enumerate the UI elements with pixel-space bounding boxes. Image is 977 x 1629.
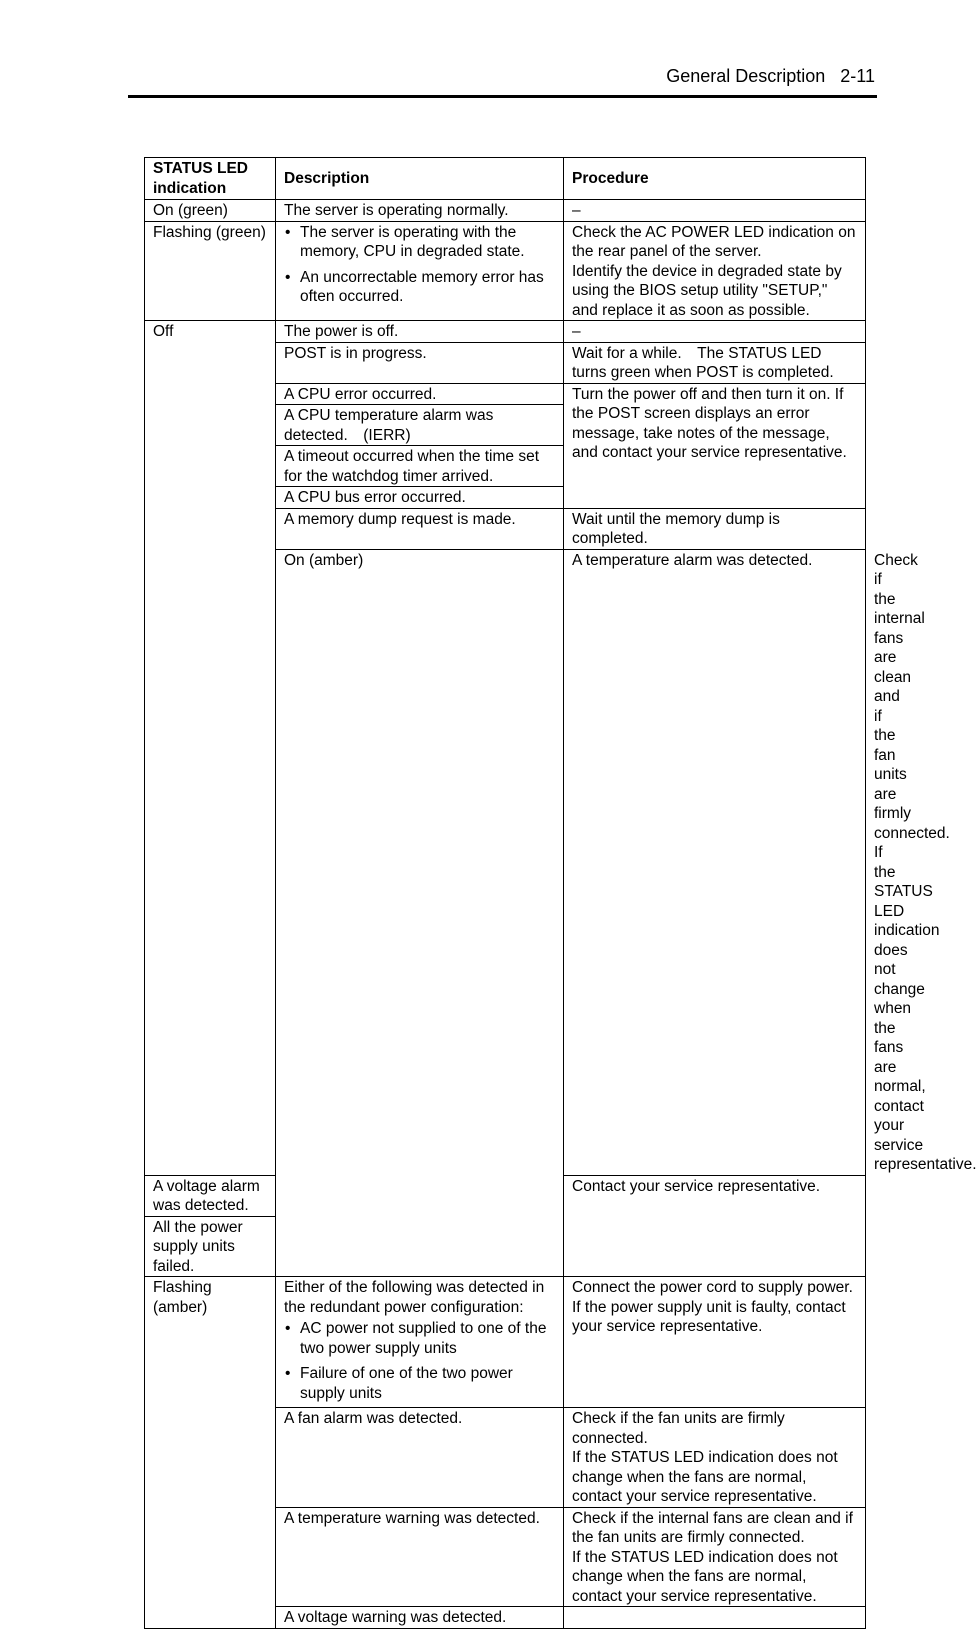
status-text: Flashing (amber) bbox=[153, 1279, 212, 1316]
description-cell bbox=[276, 1277, 564, 1408]
header-status: STATUS LED indication bbox=[145, 158, 276, 200]
header-text bbox=[666, 66, 875, 87]
procedure-text: Check if the fan units are firmly connected. bbox=[572, 1410, 785, 1447]
page-header bbox=[128, 64, 877, 98]
table-row bbox=[145, 1277, 866, 1408]
description-cell: All the power supply units failed. bbox=[145, 1216, 276, 1277]
table-row: On (amber) A temperature alarm was detected. Check if the internal fans are clean and if the fan units are firmly connected. If the STATUS LED indication does not change when the fans are normal, contact your service representative. bbox=[145, 549, 866, 1175]
procedure-cell: Turn the power off and then turn it on. If the POST screen displays an error message, take notes of the message, and contact your service representative. bbox=[564, 383, 866, 508]
procedure-text: If the STATUS LED indication does not change when the fans are normal, contact your service representative. bbox=[572, 1449, 838, 1505]
status-cell: Off bbox=[145, 321, 276, 1176]
procedure-cell: – bbox=[564, 200, 866, 222]
description-cell: The server is operating normally. bbox=[276, 200, 564, 222]
section-title: General Description bbox=[666, 66, 826, 86]
description-cell: A memory dump request is made. bbox=[276, 508, 564, 549]
status-text: Flashing (green) bbox=[153, 223, 266, 241]
description-text: Either of the following was detected in the redundant power configuration: bbox=[284, 1279, 545, 1316]
procedure-cell: Wait until the memory dump is completed. bbox=[564, 508, 866, 549]
table-row bbox=[145, 200, 866, 222]
bullet-item: • An uncorrectable memory error has often occurred. bbox=[284, 268, 555, 307]
status-cell bbox=[145, 1277, 276, 1629]
page-number: 2-11 bbox=[840, 66, 875, 86]
description-cell: The power is off. bbox=[276, 321, 564, 343]
bullet-item: • The server is operating with the memory, CPU in degraded state. bbox=[284, 223, 555, 262]
table-header-row bbox=[145, 158, 866, 200]
header-procedure: Procedure bbox=[564, 158, 866, 200]
procedure-cell bbox=[564, 1408, 866, 1508]
procedure-cell: Contact your service representative. bbox=[564, 1175, 866, 1277]
status-cell bbox=[145, 221, 276, 321]
header-rule bbox=[128, 95, 877, 98]
status-cell: On (green) bbox=[145, 200, 276, 222]
description-cell: A timeout occurred when the time set for the watchdog timer arrived. bbox=[276, 446, 564, 487]
procedure-text: Check the AC POWER LED indication on the rear panel of the server. bbox=[572, 223, 856, 260]
description-cell: A CPU temperature alarm was detected. (IERR) bbox=[276, 405, 564, 446]
bullet-item: • Failure of one of the two power supply units bbox=[284, 1364, 555, 1403]
procedure-cell bbox=[564, 221, 866, 321]
description-cell bbox=[276, 221, 564, 321]
procedure-cell bbox=[564, 1507, 866, 1607]
status-led-table bbox=[144, 157, 977, 1629]
description-cell: POST is in progress. bbox=[276, 342, 564, 383]
header-description: Description bbox=[276, 158, 564, 200]
description-cell: A temperature alarm was detected. bbox=[564, 549, 866, 1175]
description-cell: A CPU bus error occurred. bbox=[276, 487, 564, 509]
status-cell: On (amber) bbox=[276, 549, 564, 1277]
procedure-cell: Wait for a while. The STATUS LED turns green when POST is completed. bbox=[564, 342, 866, 383]
procedure-cell: – bbox=[564, 321, 866, 343]
procedure-cell: Connect the power cord to supply power. If the power supply unit is faulty, contact your service representative. bbox=[564, 1277, 866, 1408]
description-cell: A fan alarm was detected. bbox=[276, 1408, 564, 1508]
description-cell: A CPU error occurred. bbox=[276, 383, 564, 405]
description-cell: A temperature warning was detected. bbox=[276, 1507, 564, 1607]
procedure-cell bbox=[564, 1607, 866, 1629]
procedure-text: If the STATUS LED indication does not change when the fans are normal, contact your service representative. bbox=[572, 1548, 838, 1605]
procedure-text: Identify the device in degraded state by using the BIOS setup utility "SETUP," and replace it as soon as possible. bbox=[572, 262, 842, 319]
description-cell: A voltage alarm was detected. bbox=[145, 1175, 276, 1216]
table-row bbox=[145, 221, 866, 321]
procedure-text: Check if the internal fans are clean and if the fan units are firmly connected. bbox=[572, 1509, 853, 1546]
table-row bbox=[145, 321, 866, 343]
description-cell: A voltage warning was detected. bbox=[276, 1607, 564, 1629]
bullet-item: • AC power not supplied to one of the two power supply units bbox=[284, 1319, 555, 1358]
